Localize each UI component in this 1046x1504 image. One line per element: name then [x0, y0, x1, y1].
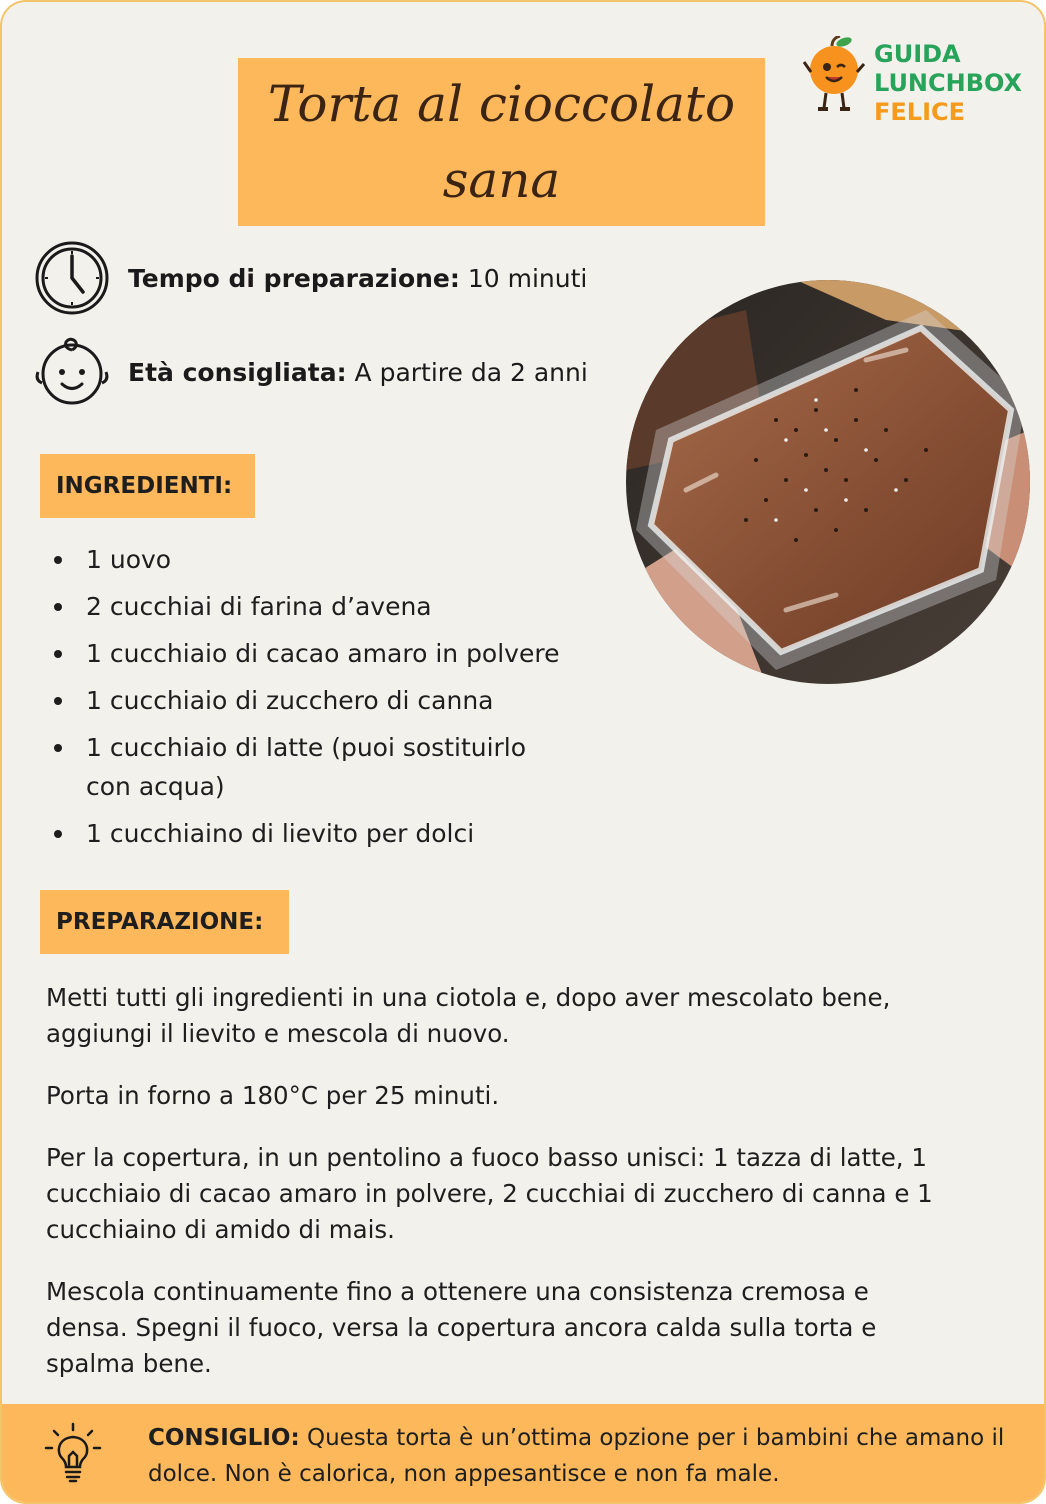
tip-text: [148, 1420, 1008, 1492]
logo-wordmark: [874, 40, 1022, 127]
ingredient-item: 2 cucchiai di farina d’avena: [50, 587, 610, 626]
ingredient-item: 1 cucchiaio di latte (puoi sostituirlo con acqua): [50, 728, 556, 806]
tip-banner: [2, 1404, 1044, 1502]
logo-line-felice: FELICE: [874, 98, 966, 126]
preparation-paragraph: Porta in forno a 180°C per 25 minuti.: [46, 1081, 500, 1110]
ingredient-item: 1 uovo: [50, 540, 610, 579]
age-row: [34, 336, 588, 408]
ingredient-item: 1 cucchiaio di cacao amaro in polvere: [50, 634, 610, 673]
logo-line-guida: GUIDA: [874, 40, 961, 68]
tip-label: CONSIGLIO:: [148, 1425, 300, 1451]
preparation-paragraph: Mescola continuamente fino a ottenere una consistenza cremosa e densa. Spegni il fuoco, versa la copertura ancora calda sulla torta e spalma bene.: [46, 1277, 877, 1378]
preparation-steps: [46, 980, 946, 1408]
brand-logo: [802, 36, 1032, 126]
ingredients-heading: INGREDIENTI:: [40, 454, 255, 518]
prep-time-value: 10 minuti: [467, 263, 588, 293]
age-value: A partire da 2 anni: [354, 357, 588, 387]
age-text: [128, 358, 588, 387]
prep-time-label: Tempo di preparazione:: [128, 263, 460, 293]
prep-time-text: [128, 264, 587, 293]
prep-time-row: [34, 240, 587, 316]
title-banner: [238, 58, 765, 226]
preparation-paragraph: Per la copertura, in un pentolino a fuoco basso unisci: 1 tazza di latte, 1 cucchiaio di cacao amaro in polvere, 2 cucchiai di zucchero di canna e 1 cucchiaino di amido di mais.: [46, 1143, 933, 1244]
clock-icon: [34, 240, 110, 316]
cake-photo: [626, 280, 1030, 684]
tip-body: Questa torta è un’ottima opzione per i bambini che amano il dolce. Non è calorica, non appesantisce e non fa male.: [148, 1425, 1005, 1487]
orange-mascot-icon: [802, 36, 868, 116]
lightbulb-icon: [42, 1422, 104, 1486]
logo-line-lunchbox: LUNCHBOX: [874, 69, 1023, 97]
preparation-heading: PREPARAZIONE:: [40, 890, 289, 954]
baby-face-icon: [34, 336, 110, 408]
ingredient-item: 1 cucchiaino di lievito per dolci: [50, 814, 610, 853]
recipe-title: Torta al cioccolato sana: [267, 75, 736, 209]
cake-photo-illustration: [626, 280, 1030, 684]
ingredients-list: [50, 540, 610, 861]
ingredient-item: 1 cucchiaio di zucchero di canna: [50, 681, 610, 720]
age-label: Età consigliata:: [128, 357, 347, 387]
preparation-paragraph: Metti tutti gli ingredienti in una ciotola e, dopo aver mescolato bene, aggiungi il lievito e mescola di nuovo.: [46, 983, 891, 1048]
